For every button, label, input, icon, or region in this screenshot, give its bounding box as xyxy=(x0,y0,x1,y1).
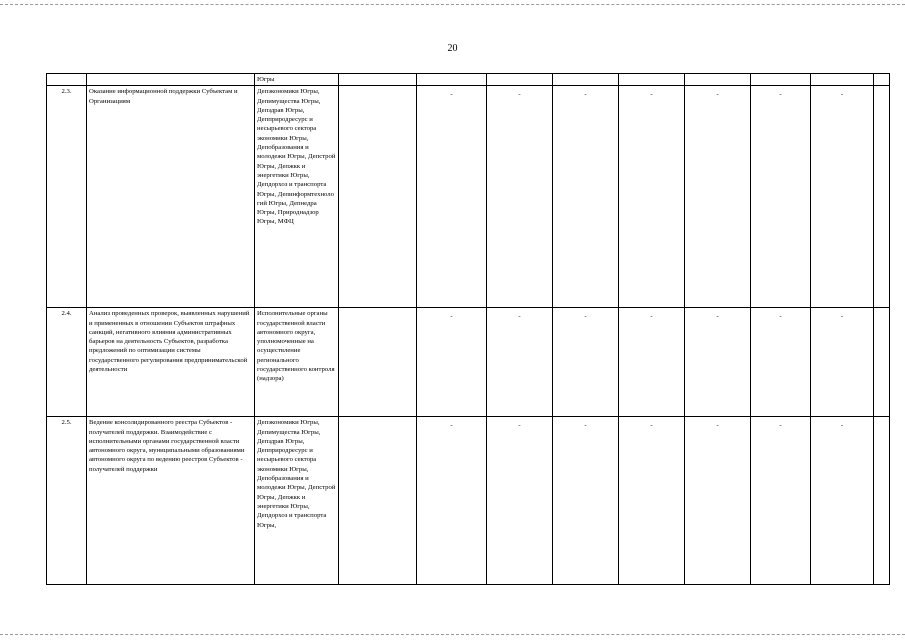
value-cell xyxy=(553,74,619,86)
value-cell xyxy=(685,74,751,86)
value-cell xyxy=(874,308,890,417)
value-cell xyxy=(874,417,890,585)
value-cell: - xyxy=(487,417,553,585)
value-cell xyxy=(619,74,685,86)
value-cell: - xyxy=(417,86,487,308)
table-row xyxy=(47,86,890,308)
empty-cell xyxy=(339,86,417,308)
executor-cell: Исполнительные органы государственной власти автономного округа, уполномоченные на осуществление регионального государственного контроля (надзора) xyxy=(255,308,339,417)
value-cell: - xyxy=(685,417,751,585)
activity-cell xyxy=(87,74,255,86)
value-cell xyxy=(487,74,553,86)
table-row xyxy=(47,417,890,585)
table-row xyxy=(47,308,890,417)
continuation-row xyxy=(47,74,890,86)
value-cell xyxy=(417,74,487,86)
value-cell: - xyxy=(811,308,874,417)
executor-cell: Югры xyxy=(255,74,339,86)
empty-cell xyxy=(339,417,417,585)
value-cell: - xyxy=(751,86,811,308)
value-cell: - xyxy=(685,308,751,417)
executor-cell: Депэкономики Югры, Депимущества Югры, Депздрав Югры, Депприродресурс и несырьевого сектора экономики Югры, Депобразования и молодежи Югры, Депстрой Югры, Депжкк и энергетики Югры, Депдорхоз и транспорта Югры, xyxy=(255,417,339,585)
value-cell: - xyxy=(751,308,811,417)
value-cell: - xyxy=(487,308,553,417)
value-cell: - xyxy=(417,417,487,585)
value-cell: - xyxy=(553,86,619,308)
value-cell: - xyxy=(619,86,685,308)
value-cell xyxy=(874,86,890,308)
empty-cell xyxy=(339,308,417,417)
activity-cell: Ведение консолидированного реестра Субъектов - получателей поддержки. Взаимодействие с исполнительными органами государственной власти автономного округа, муниципальными образованиями автономного округа по ведению реестров Субъектов - получателей поддержки xyxy=(87,417,255,585)
activity-cell: Оказание информационной поддержки Субъектам и Организациям xyxy=(87,86,255,308)
row-number: 2.4. xyxy=(47,308,87,417)
num-cell xyxy=(47,74,87,86)
empty-cell xyxy=(339,74,417,86)
value-cell: - xyxy=(811,417,874,585)
executor-cell: Депэкономики Югры, Депимущества Югры, Депздрав Югры, Депприродресурс и несырьевого сектора экономики Югры, Депобразования и молодежи Югры, Депстрой Югры, Депжкк и энергетики Югры, Депдорхоз и транспорта Югры, Депинформтехноло гий Югры, Депнедра Югры, Природнадзор Югры, МФЦ xyxy=(255,86,339,308)
value-cell: - xyxy=(619,417,685,585)
scan-top-edge xyxy=(0,4,905,5)
value-cell: - xyxy=(417,308,487,417)
page-number: 20 xyxy=(447,43,458,54)
value-cell: - xyxy=(553,417,619,585)
value-cell xyxy=(751,74,811,86)
value-cell: - xyxy=(619,308,685,417)
value-cell: - xyxy=(487,86,553,308)
row-number: 2.5. xyxy=(47,417,87,585)
value-cell xyxy=(811,74,874,86)
value-cell: - xyxy=(751,417,811,585)
value-cell xyxy=(874,74,890,86)
plan-table xyxy=(46,73,890,585)
scan-bottom-edge xyxy=(0,634,905,635)
value-cell: - xyxy=(553,308,619,417)
row-number: 2.3. xyxy=(47,86,87,308)
value-cell: - xyxy=(811,86,874,308)
activity-cell: Анализ проведенных проверок, выявленных нарушений и примененных в отношении Субъектов штрафных санкций, негативного влияния административных барьеров на деятельность Субъектов, разработка предложений по оптимизации системы государственного регулирования предпринимательской деятельности xyxy=(87,308,255,417)
value-cell: - xyxy=(685,86,751,308)
